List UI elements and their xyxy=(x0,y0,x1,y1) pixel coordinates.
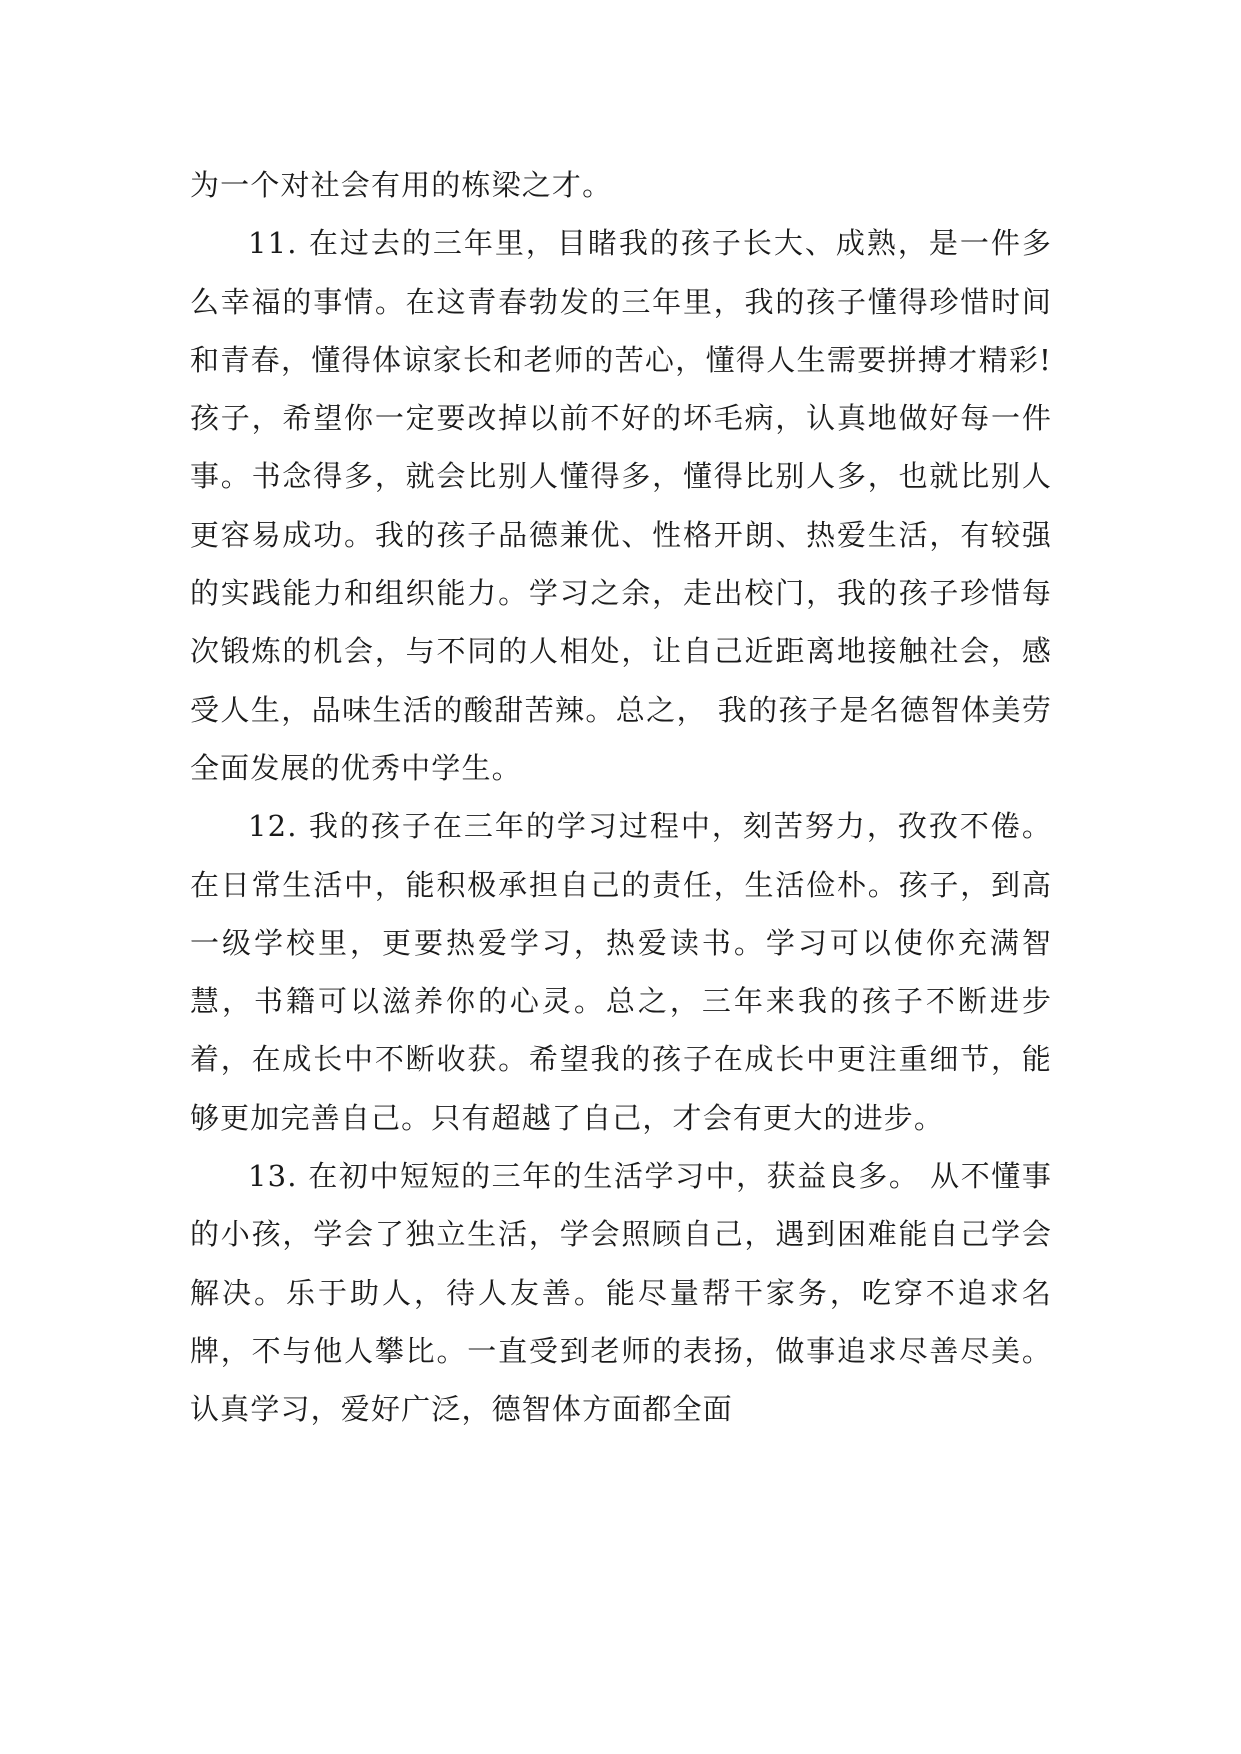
paragraph-11: 11. 在过去的三年里，目睹我的孩子长大、成熟，是一件多么幸福的事情。在这青春勃发的三年里，我的孩子懂得珍惜时间和青春，懂得体谅家长和老师的苦心，懂得人生需要拼搏才精彩!孩子，希望你一定要改掉以前不好的坏毛病，认真地做好每一件事。书念得多，就会比别人懂得多，懂得比别人多，也就比别人更容易成功。我的孩子品德兼优、性格开朗、热爱生活，有较强的实践能力和组织能力。学习之余，走出校门，我的孩子珍惜每次锻炼的机会，与不同的人相处，让自己近距离地接触社会，感受人生，品味生活的酸甜苦辣。总之， 我的孩子是名德智体美劳全面发展的优秀中学生。 xyxy=(190,226,1052,785)
paragraph-13: 13. 在初中短短的三年的生活学习中，获益良多。 从不懂事的小孩，学会了独立生活，学会照顾自己，遇到困难能自己学会解决。乐于助人，待人友善。能尽量帮干家务，吃穿不追求名牌，不与他人攀比。一直受到老师的表扬，做事追求尽善尽美。认真学习，爱好广泛，德智体方面都全面 xyxy=(190,1159,1052,1427)
paragraph-12: 12. 我的孩子在三年的学习过程中，刻苦努力，孜孜不倦。在日常生活中，能积极承担自己的责任，生活俭朴。孩子，到高一级学校里，更要热爱学习，热爱读书。学习可以使你充满智慧，书籍可以滋养你的心灵。总之，三年来我的孩子不断进步着，在成长中不断收获。希望我的孩子在成长中更注重细节，能够更加完善自己。只有超越了自己，才会有更大的进步。 xyxy=(190,809,1052,1135)
paragraph-continuation: 为一个对社会有用的栋梁之才。 xyxy=(190,168,613,202)
body-text xyxy=(190,156,1052,1439)
